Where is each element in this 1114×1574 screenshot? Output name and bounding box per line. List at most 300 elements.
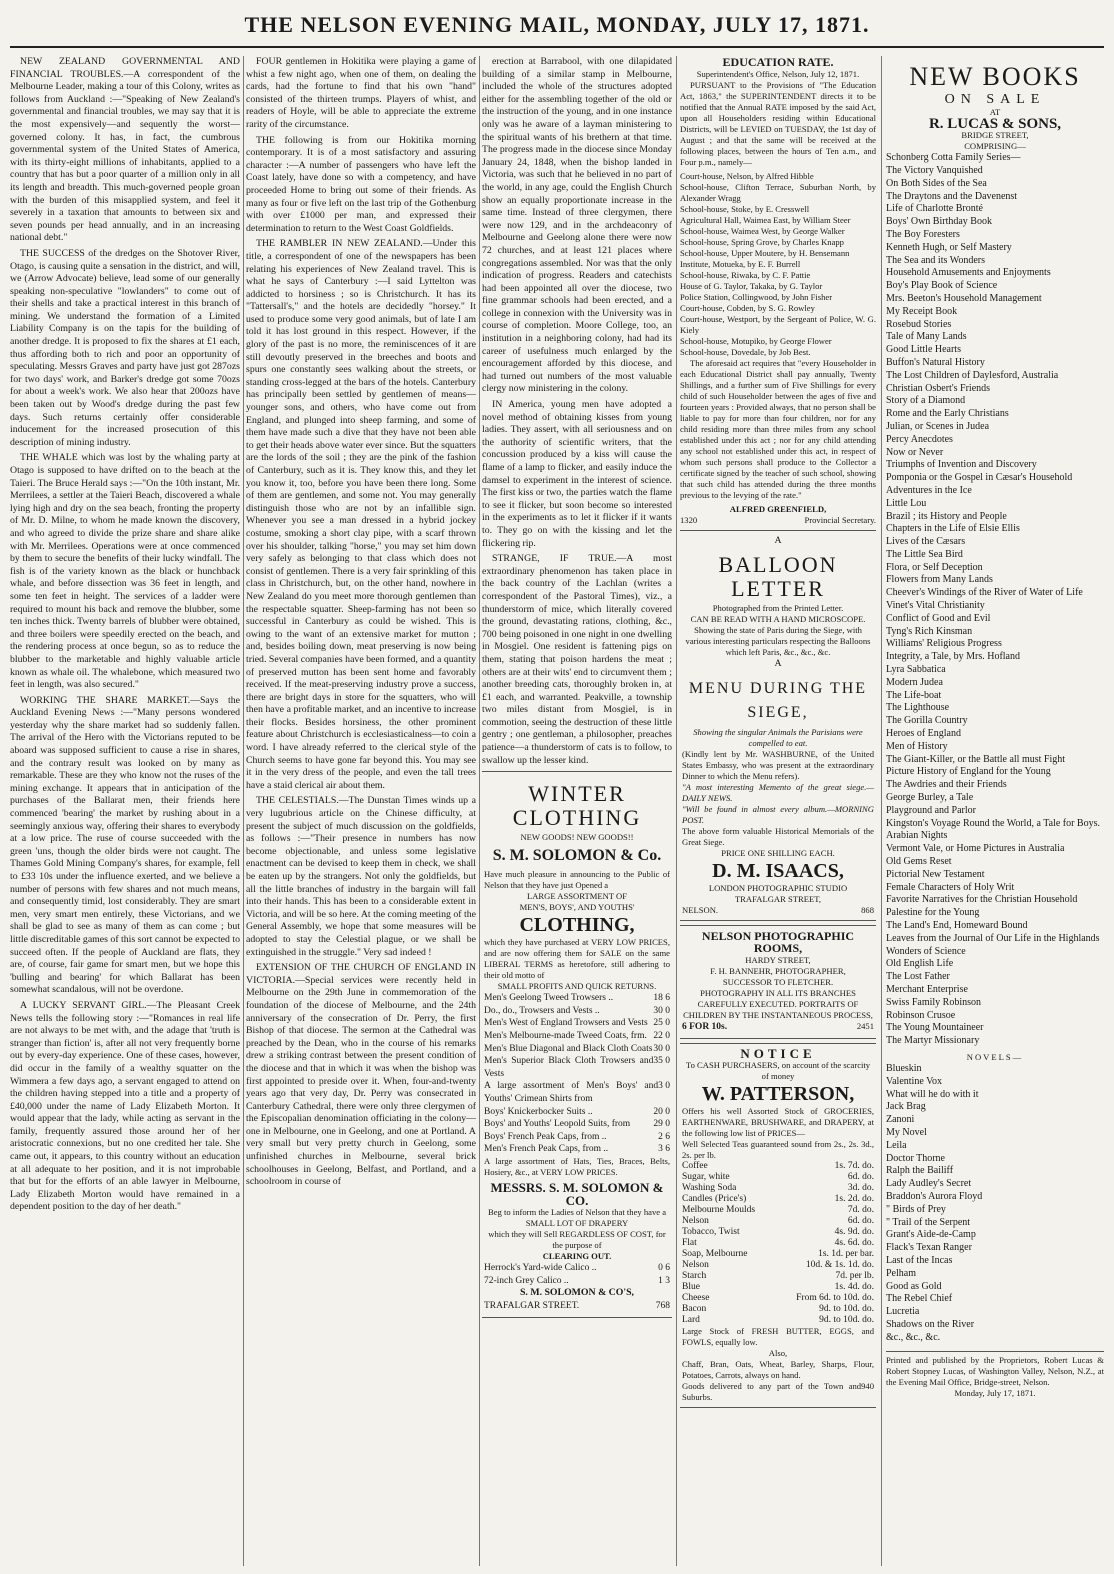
book-title: The Victory Vanquished [886,164,983,176]
ad-terms: which they have purchased at VERY LOW PRICES, and are now offering them for SALE on the same LIBERAL TERMS as heretofore, still adhering to their old motto of [484,937,670,981]
menu-lent: (Kindly lent by Mr. WASHBURNE, of the United States Embassy, who was present at the extraordinary Dinner to which the Menu refers). [682,748,874,781]
article-strange-if-true: STRANGE, IF TRUE.—A most extraordinary phenomenon has taken place in the back country of the Lachlan (writes a correspondent of the Pastoral Times), viz., a thunderstorm of mice, which literally covered the ground, devastating rations, clothing, &c., 700 being poisoned in one night in one dwelling in Mosgiel. One resident is fattening pigs on them, stating that poison hardens the meat ; others are at their wits' end to circumvent them ; another breeding cats, thoroughly broken in, at £1 each, and warranted. Peakville, a township two miles distant from Mosgiel, is in commotion, seeing the destruction of these little gentry ; one gentleman, a philosopher, preaches patience—a thunderstorm of cats is to follow, to swallow up the lesser kind. [482,553,672,766]
ad-item-price: 29 0 [653,1119,670,1130]
novel-title: Shadows on the River [886,1318,975,1330]
ad-item-price: 22 0 [653,1031,670,1042]
ad-item-name: A large assortment of Men's Boys' and Youths' Crimean Shirts from [484,1081,659,1104]
patterson-item-price: 7d. do. [847,1205,874,1216]
menu-quote-1: "A most interesting Memento of the great siege.—DAILY NEWS. [682,781,874,803]
patterson-price-row [682,1260,874,1271]
book-title: On Both Sides of the Sea [886,177,987,189]
patterson-price-row [682,1161,874,1172]
ad-item-name: Men's Melbourne-made Tweed Coats, frm. [484,1031,647,1042]
ad2-item: 72-inch Grey Calico .. [484,1275,569,1286]
ad-intro: Have much pleasure in announcing to the Public of Nelson that they have just Opened a [484,869,670,891]
patterson-offer: Offers his well Assorted Stock of GROCERIES, EARTHENWARE, BRUSHWARE, and DRAPERY, at the following low list of PRICES— [682,1106,874,1139]
book-title: Old English Life [886,958,954,970]
patterson-item-name: Cheese [682,1293,710,1304]
ad2-address [484,1300,670,1313]
novel-title: Blueskin [886,1062,922,1074]
patterson-price-row [682,1183,874,1194]
ad-price-row [484,1043,670,1056]
column-4 [680,56,876,1566]
column-divider [881,56,882,1566]
books-street: BRIDGE STREET, [961,130,1029,141]
book-title: Picture History of England for the Young [886,766,1051,778]
education-place: House of G. Taylor, Takaka, by G. Taylor [680,280,823,291]
novel-title: Leila [886,1139,907,1151]
novel-title: Flack's Texan Ranger [886,1242,972,1254]
article-governmental-troubles: NEW ZEALAND GOVERNMENTAL AND FINANCIAL TROUBLES.—A correspondent of the Melbourne Leader, making a tour of this Colony, writes as follows from Auckland :—"Speaking of New Zealand's governmental and financial troubles, we may say that it is the most expensively—and sequently the worst—governed colony. It has, in fact, the cumbrous governmental system of the United States of America, with its thirty-eight millions of inhabitants, applied to a country that has but a poor quarter of a million only in all its length and breadth. This much-governed people groan with the burden of this misapplied system, and feel it severely in a taxation that amounts to between six and seven pounds per head annually, and in an increasing national debt." [10,56,240,244]
book-title: My Receipt Book [886,305,958,317]
ad-price-row [484,1030,670,1043]
patterson-price-row [682,1216,874,1227]
article-share-market: WORKING THE SHARE MARKET.—Says the Auckland Evening News :—"Many persons wondered yesterday why the share market had so suddenly fallen. The arrival of the Hero with the Victorians reputed to be aboard was supposed sufficient to cause a rise in shares, and the contrary result was looked on by many as remarkable. These are they who know not the ruses of the mining exchange. It appears that in anticipation of the purchases of the Ballarat men, their friends here commenced 'bearing' the market by rushing about in a seemingly anxious way, offering their shares to everybody at a low price. The ruse of course succeeded with the green 'uns, though the older birds were not caught. The Thames Gold Mining Company's shares, for example, fell to £33 10s under the influence exerted, and we believe a number of persons with few shares and not much means, and consequently timid, lost considerably. They are smart men, very smart men entirely, these Victorians, and we shall be glad to see as many of them as can come ; but little discreditable games of this sort cannot be expected to succeed often. If the people of Auckland are flats, they are, of course, fair game for smart men, but we hope this 'bulling and bearing' for which Ballarat has been somewhat scandalous, will not be overdone. [10,694,240,996]
ad-item-name: Men's West of England Trowsers and Vests [484,1018,648,1029]
novel-title: Zanoni [886,1114,915,1126]
education-office: Superintendent's Office, Nelson, July 12, 1871. [696,68,860,79]
book-title: Christian Osbert's Friends [886,382,991,394]
column-divider [479,56,480,1566]
education-number: 1320 [680,514,698,525]
dmi-street: TRAFALGAR STREET, [734,893,822,904]
npr-number: 2451 [856,1020,874,1031]
book-title: Good Little Hearts [886,344,961,356]
ad2-lot: SMALL LOT OF DRAPERY [525,1218,629,1229]
book-title: Story of a Diamond [886,395,966,407]
ad2-price: 0 6 [658,1263,670,1274]
novel-title: &c., &c., &c. [886,1331,941,1343]
header-rule [10,46,1104,48]
book-title: Leaves from the Journal of Our Life in the Highlands [886,932,1100,944]
patterson-goods: Goods delivered to any part of the Town and Suburbs. [682,1381,862,1403]
ad2-price: 1 3 [658,1275,670,1286]
book-title: Old Gems Reset [886,856,952,868]
book-title: The Life-boat [886,689,942,701]
education-place: School-house, Upper Moutere, by H. Bensemann [680,247,850,258]
education-place: School-house, Spring Grove, by Charles Knapp [680,236,844,247]
patterson-item-price: 10d. & 1s. 1d. do. [805,1260,874,1271]
books-firm: R. LUCAS & SONS, [928,115,1062,132]
dmi-studio: LONDON PHOTOGRAPHIC STUDIO [708,882,848,893]
patterson-item-name: Tobacco, Twist [682,1227,740,1238]
ad-price-row [484,1005,670,1018]
column-divider [243,56,244,1566]
education-place: Institute, Motueka, by E. F. Burrell [680,258,801,269]
book-title: Vinet's Vital Christianity [886,600,985,612]
patterson-item-price: 3d. do. [847,1183,874,1194]
column-divider [676,56,677,1566]
novel-title: My Novel [886,1126,927,1138]
ad-title: WINTER CLOTHING [512,781,642,831]
balloon-photo: Photographed from the Printed Letter. [712,603,844,614]
book-title: Little Lou [886,497,927,509]
patterson-item-name: Starch [682,1271,707,1282]
book-title: The Lighthouse [886,702,950,714]
book-title: Tale of Many Lands [886,331,967,343]
book-title: Merchant Enterprise [886,983,968,995]
novel-title: Lucretia [886,1306,920,1318]
patterson-item-price: 1s. 1d. per bar. [818,1249,874,1260]
book-title: Mrs. Beeton's Household Management [886,292,1042,304]
education-place: Court-house, Nelson, by Alfred Hibble [680,170,814,181]
book-title: Adventures in the Ice [886,484,972,496]
novel-title: Lady Audley's Secret [886,1178,972,1190]
education-place: School-house, Clifton Terrace, Suburban North, by Alexander Wragg [680,181,876,203]
column-5 [886,56,1104,1566]
patterson-price-row [682,1205,874,1216]
ad-price-row [484,992,670,1005]
ad2-sell: which they will Sell REGARDLESS OF COST, for the purpose of [488,1229,666,1251]
article-whist: FOUR gentlemen in Hokitika were playing a game of whist a few night ago, when one of them, on dealing the cards, had the fortune to find that his own "hand" consisted of the thirteen trumps. Players of whist, and readers of Hoyle, will be able to appreciate the extreme rarity of the circumstance. [246,56,476,130]
patterson-item-name: Lard [682,1315,700,1326]
book-title: The Lost Children of Daylesford, Australia [886,369,1059,381]
ad-item-price: 20 0 [653,1106,670,1117]
book-title: Pictorial New Testament [886,868,985,880]
book-title: Wonders of Science [886,945,966,957]
ad-kinds: MEN'S, BOYS', AND YOUTHS' [519,902,635,913]
dmi-name: D. M. ISAACS, [712,859,844,882]
patterson-item-name: Bacon [682,1304,707,1315]
ad-motto: SMALL PROFITS AND QUICK RETURNS. [497,981,657,992]
patterson-footer [682,1381,874,1403]
novel-list [886,1063,1104,1345]
ad2-clear: CLEARING OUT. [542,1251,612,1262]
ad-tagline: NEW GOODS! NEW GOODS!! [520,832,634,843]
education-place: Agricultural Hall, Waimea East, by William Steer [680,214,851,225]
dmi-city: NELSON. [682,904,719,915]
ad-item-price: 2 6 [658,1131,670,1142]
patterson-item-price: 9d. to 10d. do. [819,1304,874,1315]
menu-a: A [774,658,782,670]
patterson-teas: Well Selected Teas guaranteed sound from 2s., 2s. 3d., 2s. per lb. [682,1139,874,1161]
menu-price: PRICE ONE SHILLING EACH. [721,847,835,858]
ad-large: LARGE ASSORTMENT OF [526,891,628,902]
article-rambler: THE RAMBLER IN NEW ZEALAND.—Under this title, a correspondent of one of the newspapers has been relating his experiences of New Zealand travel. This is what he says of Canterbury :—I said Lyttelton was addicted to horsiness ; so is Christchurch. It has its "Tattersall's," and the hotels are decidedly "horsey." It used to produce some very good animals, but of late I am told it has lost ground in this respect. However, if the glory of the past is no more, the reminiscences of it are still devoutly preserved in the breeches and boots and spurs one constantly sees walking about the streets, or standing cross-legged at the bars of the hotels. Canterbury has principally been settled by gentlemen of means—younger sons, and others, who have come out from England, and plunged into sheep farming, and some of them have made such a dive that they have not been able to get their heads above water ever since. But the squatters are the lords of the soil ; they are the pink of the fashion of Canterbury, such as it is. They know this, and they let you know it, too, before you have been there long. Some of them are gentlemen, and some not. You may generally distinguish those who are not by an infallible sign. Whenever you see a man dressed in a hybrid jockey costume, smoking a short clay pipe, with a scarf thrown over his shoulder, talking "horse," you may set him down very safely as belonging to that class which does not consist of gentlemen. There is a very fair sprinkling of this class in Christchurch, but, on the other hand, nowhere in New Zealand do you meet more thorough gentlemen than the respectable squatter. Sheep-farming has not been so successful in Canterbury as could be wished. This is owing to the want of an extensive market for mutton ; and, besides boiling down, meat preserving is now being tried. Several companies have been formed, and a quantity of preserved mutton has been sent home and favorably received. If the meat-preserving industry prove a success, there are bright days in store for the squatters, who will then have a profitable market, and an incentive to increase their flocks. Besides horsiness, the other prominent feature about Christchurch is ecclesiasticalness—to coin a word. I have already referred to the clerical style of the Church seems to have gone far beyond this. You may see it in the very dress of the people, and even the tall trees have a staid clerical air about them. [246,238,476,791]
npr-successor: SUCCESSOR TO FLETCHER. [722,976,834,987]
patterson-item-price: 1s. 7d. do. [834,1161,874,1172]
ad-firm: S. M. SOLOMON & Co. [492,847,662,865]
education-place: School-house, Waimea West, by George Walker [680,225,845,236]
education-sign: ALFRED GREENFIELD, [729,503,827,514]
book-title: Flowers from Many Lands [886,574,993,586]
ad-item-price: 35 0 [653,1056,670,1067]
article-shotover-dredges: THE SUCCESS of the dredges on the Shotover River, Otago, is causing quite a sensation in the district, and will, we (Arrow Advocate) believe, lead some of our generally speaking non-speculative "lowlanders" to come out of their shells and take a practical interest in this branch of mining. We understand the formation of a Limited Liability Company is on the tapis for the building of another dredge. It is proposed to fix the shares at £1 each, thus affording both to rich and poor an opportunity of speculating. Messrs Graves and party have just got 287ozs for two days' work, and Barker's dredge got some 70ozs for about a week's work. We also hear that 200ozs have been taken out by Wood's dredge during the past few days. Such returns certainly offer considerable inducement for the increased prosecution of this description of mining industry. [10,247,240,448]
notice-title: NOTICE [740,1045,816,1061]
article-church-continued: erection at Barrabool, with one dilapidated building of a similar stamp in Melbourne, included the whole of the structures adopted either for the assembling together of the old or the instruction of the young, and in one instance only was he aware of a layman ministering to the spiritual wants of his brethern at that time. The progress made in the diocese since Monday January 24, 1848, when the bishop landed in Victoria, was such that he believed in no part of the world, in any age, could the English Church show an equally proportionate increase in the same time. Instead of three clergymen, there were now 129, and in the archdeaconry of Melbourne and Geelong alone there were now 72 churches, and at least 121 places where congregations assembled. Nor was that the only indication of progress. Readers and catechists had been appointed all over the diocese, two fine grammar schools had been erected, and a college in connexion with the University was in course of completion. Moore College, too, an institution in a neighboring colony, had had its career of usefulness much enlarged by the encouragement afforded by this diocese, and had turned out numbers of the most valuable clergy now ministering in the colony. [482,56,672,395]
book-title: Swiss Family Robinson [886,996,982,1008]
book-title: Favorite Narratives for the Christian Household [886,894,1078,906]
patterson-price-row [682,1194,874,1205]
patterson-item-price: From 6d. to 10d. do. [796,1293,874,1304]
menu-sub: Showing the singular Animals the Parisians were compelled to eat. [693,726,863,748]
ad-nelson-photographic [680,925,876,1039]
book-title: Triumphs of Invention and Discovery [886,459,1037,471]
book-title: Palestine for the Young [886,907,980,919]
ad2-beg: Beg to inform the Ladies of Nelson that they have a [487,1207,667,1218]
novel-title: What will he do with it [886,1088,979,1100]
patterson-item-name: Nelson [682,1260,709,1271]
education-footer [680,515,876,526]
patterson-item-price: 1s. 4d. do. [834,1282,874,1293]
ad-item-name: Men's French Peak Caps, from .. [484,1144,609,1155]
book-title: Men of History [886,740,948,752]
book-title: Integrity, a Tale, by Mrs. Hofland [886,651,1020,663]
article-whale: THE WHALE which was lost by the whaling party at Otago is supposed to have drifted on to the beach at the Taieri. The Bruce Herald says :—"On the 10th instant, Mr. Merrilees, a settler at the Taieri Beach, discovered a whale lying high and dry on the sea beach, fronting the property of Mr. D. Milne, to whom he made known the discovery, and who agreed to divide the prize share and share alike with Mr. Merrilees. Operations were at once commenced by them to secure the benefits of their lucky windfall. The fish is of the variety known as the black or hunchback whale, and before dissection was 36 feet in length, and some ten feet in height. The services of a ladder were required to mount his back and remove the blubber, some ten inches thick. Twenty barrels of blubber were obtained, and three boilers were speedily erected on the beach, and the rendering process at once begun, so as to reduce the blubber to the marketable and highly valuable article known as whale oil. The whalebone, which measured two feet in length, was also secured." [10,452,240,691]
education-note: The aforesaid act requires that "every Householder in each Educational District shall pay annually, Twenty Shillings, and a further sum of Five Shillings for every child of such Householder between the ages of five and fourteen years : Provided always, that no person shall be liable to pay for more than four children, nor for any child residing more than three miles from any school established under this act ; nor for any child attending any school not established under this act, in respect of whom such persons shall produce to the Collector a certificate signed by the teacher of such school, showing that such child has attended during the three months previous to the levying of the rate." [680,357,876,500]
ad-price-row [484,1118,670,1131]
ad-item-price: 30 0 [653,1043,670,1054]
novel-title: The Rebel Chief [886,1293,953,1305]
article-lucky-servant: A LUCKY SERVANT GIRL.—The Pleasant Creek News tells the following story :—"Romances in real life are not always to be met with, and the adage that 'truth is stranger than fiction' is, after all not very frequently borne out by every-day experience. One of these cases, however, did occur in the family of a wealthy squatter on the Wimmera a few days ago, a servant engaged to attend on the children having stepped into a title and a property of £40,000 under the name of Lady Elizabeth Morton. It would appear that the lady, while acting as servant in the family, frequently assured those around her of her aristocratic connexions, but no one credited her tale. She came out, it appears, to this country without an education at all adequate to her position, and it is not improbable that but for the efforts of an able lawyer in Melbourne, Lady Elizabeth Morton would have remained in a dependent position to the day of her death." [10,999,240,1213]
book-title: Rosebud Stories [886,318,952,330]
ad-item-price: 18 6 [653,993,670,1004]
ad-item-name: Boys' French Peak Caps, from .. [484,1131,607,1142]
ad2-row [484,1262,670,1275]
imprint-date: Monday, July 17, 1871. [954,1387,1036,1398]
book-title: Chapters in the Life of Elsie Ellis [886,523,1020,535]
book-title: Buffon's Natural History [886,356,985,368]
ad-item-name: Men's Superior Black Cloth Trowsers and Vests [484,1056,654,1079]
balloon-show: Showing the state of Paris during the Siege, with various interesting particulars respecting the Balloons which left Paris, &c., &c., &c. [685,625,871,658]
novel-title: Pelham [886,1267,916,1279]
book-title: Life of Charlotte Bronté [886,203,983,215]
newspaper-title: THE NELSON EVENING MAIL, MONDAY, JULY 17, 1871. [244,12,870,37]
balloon-title: BALLOON LETTER [718,552,838,602]
book-title: Lives of the Cæsars [886,536,966,548]
patterson-item-price: 4s. 6d. do. [834,1238,874,1249]
npr-footer [682,1021,874,1034]
books-subtitle: ON SALE [944,92,1046,107]
article-celestials: THE CELESTIALS.—The Dunstan Times winds up a very lugubrious article on the Chinese difficulty, at present the subject of much discussion on the goldfields, as follows :—"Their presence in numbers has now become objectionable, and unless some legislative enactment can be devised to keep them in check, we shall be eaten up by the strangers. Not only the goldfields, but all the little branches of industry in the bargain will fall into their hands. This has been to a considerable extent in Victoria, and will be so here. At the coming meeting of the General Assembly, we hope that some measures will be adopted to stay the Celestial plague, or we shall be extinguished in the struggle." Very sad indeed ! [246,795,476,958]
education-place: Court-house, Westport, by the Sergeant of Police, W. G. Kiely [680,313,876,335]
book-title: Williams' Religious Progress [886,638,1002,650]
ad-item-name: Men's Blue Diagonal and Black Cloth Coats [484,1043,653,1054]
ad-item-name: Men's Geelong Tweed Trowsers .. [484,993,614,1004]
patterson-chaff: Chaff, Bran, Oats, Wheat, Barley, Sharps, Flour, Potatoes, Carrots, always on hand. [682,1359,874,1381]
books-title: NEW BOOKS [909,62,1081,91]
ad-price-row [484,1131,670,1144]
patterson-item-name: Melbourne Moulds [682,1205,756,1216]
book-title: Now or Never [886,446,944,458]
education-place: School-house, Riwaka, by C. F. Pattie [680,269,811,280]
patterson-item-price: 7d. per lb. [835,1271,874,1282]
ad-extra: A large assortment of Hats, Ties, Braces, Belts, Hosiery, &c., at VERY LOW PRICES. [484,1155,670,1177]
book-title: The Young Mountaineer [886,1022,984,1034]
masthead [0,0,1114,46]
patterson-price-row [682,1282,874,1293]
patterson-price-list [682,1161,874,1326]
ad-balloon-letter [680,530,876,921]
npr-street: HARDY STREET, [745,954,811,965]
education-place: School-house, Motupiko, by George Flower [680,335,832,346]
article-church-extension: EXTENSION OF THE CHURCH OF ENGLAND IN VICTORIA.—Special services were recently held in Melbourne on the 29th June in commemoration of the foundation of the diocese of Melbourne, and the 24th anniversary of the consecration of Dr. Perry, the first Bishop of that diocese. The sermon at the Cathedral was preached by the Dean, who in the course of his remarks drew a striking contrast between the present condition of the diocese and that in which it was when the bishop was first appointed to preside over it. When, four-and-twenty years ago that very day, Dr. Perry was consecrated in Canterbury Cathedral, there were only three clergymen of the Episcopalian denomination officiating in the colony—one in Melbourne, one in Geelong, and one at Portland. A very small but very pretty church in Geelong, some unfinished churches in Melbourne, several brick schoolhouses in Geelong, Belfast, and Portland, and a schoolroom in course of [246,962,476,1188]
patterson-price-row [682,1293,874,1304]
novel-title: " Trail of the Serpent [886,1216,971,1228]
patterson-stock: Large Stock of FRESH BUTTER, EGGS, and FOWLS, equally low. [682,1326,874,1348]
article-kisses: IN America, young men have adopted a novel method of obtaining kisses from young ladies. They assert, with all seriousness and on the authority of scientific writers, that the concussion produced by a kiss will cause the flame of a lamp to flicker, and easily induce the damsel to experiment in the interest of science. The first kiss or two, the parties watch the flame to see it flicker, but soon become so interested in the experiments as to let it flicker if it wants to. They go on with the kissing and let the flickering rip. [482,399,672,549]
book-title: Tyng's Rich Kinsman [886,625,973,637]
ad2-fn: S. M. SOLOMON & CO'S, [519,1287,635,1299]
ad-price-list [484,992,670,1156]
imprint-text: Printed and published by the Proprietors, Robert Lucas & Robert Stopney Lucas, of Washington Valley, Nelson, N.Z., at the Evening Mail Office, Bridge-street, Nelson. [886,1354,1104,1387]
notice-to: To CASH PURCHASERS, on account of the scarcity of money [685,1060,871,1082]
book-title: Kingston's Voyage Round the World, a Tale for Boys. [886,817,1100,829]
book-title: Cheever's Windings of the River of Water of Life [886,587,1083,599]
npr-body: PHOTOGRAPHY IN ALL ITS BRANCHES CAREFULLY EXECUTED. PORTRAITS OF CHILDREN BY THE INSTANTANEOUS PROCESS, [683,987,873,1020]
book-title: Lyra Sabbatica [886,664,946,676]
npr-price: 6 FOR 10s. [682,1021,728,1032]
book-title: The Sea and its Wonders [886,254,985,266]
book-title: Arabian Nights [886,830,948,842]
book-title: Robinson Crusoe [886,1009,956,1021]
patterson-item-name: Candles (Price's) [682,1194,747,1205]
education-rate-title: EDUCATION RATE. [722,56,834,69]
patterson-item-name: Soap, Melbourne [682,1249,748,1260]
book-title: Conflict of Good and Evil [886,612,991,624]
book-title: The Draytons and the Davenenst [886,190,1018,202]
book-title: The Lost Father [886,971,950,983]
education-place: School-house, Dovedale, by Job Best. [680,346,811,357]
balloon-a: A [774,534,782,546]
book-title: Julian, or Scenes in Judea [886,420,990,432]
novel-title: Ralph the Bailiff [886,1165,954,1177]
book-title: The Awdries and their Friends [886,779,1007,791]
novel-title: Jack Brag [886,1101,926,1113]
book-title: Pomponia or the Gospel in Cæsar's Household [886,472,1073,484]
patterson-also: Also, [768,1348,788,1359]
npr-title: NELSON PHOTOGRAPHIC ROOMS, [701,928,855,956]
education-places [680,171,876,358]
book-title: Household Amusements and Enjoyments [886,267,1051,279]
column-1 [10,56,240,1566]
ad2-item: Herrock's Yard-wide Calico .. [484,1263,597,1274]
npr-name: F. H. BANNEHR, PHOTOGRAPHER, [710,965,846,976]
book-title: Rome and the Early Christians [886,408,1009,420]
education-place: Police Station, Collingwood, by John Fisher [680,291,833,302]
education-place: Court-house, Cobden, by S. G. Rowley [680,302,815,313]
book-title: Vermont Vale, or Home Pictures in Australia [886,843,1065,855]
ad-winter-clothing [482,771,672,1317]
menu-quote-2: "Will be found in almost every album.—MORNING POST. [682,803,874,825]
ad-item-name: Boys' and Youths' Leopold Suits, from [484,1119,631,1130]
novel-title: Grant's Aide-de-Camp [886,1229,976,1241]
book-title: Boy's Play Book of Science [886,280,998,292]
imprint [886,1351,1104,1399]
patterson-item-price: 6d. do. [847,1172,874,1183]
book-title: Schonberg Cotta Family Series— [886,152,1021,164]
patterson-item-price: 1s. 2d. do. [834,1194,874,1205]
book-title: Brazil ; its History and People [886,510,1007,522]
book-title: George Burley, a Tale [886,792,974,804]
ad2-firm: MESSRS. S. M. SOLOMON & CO. [490,1179,664,1208]
book-title: The Giant-Killer, or the Battle all must Fight [886,753,1066,765]
ad-price-row [484,1106,670,1119]
book-title: Modern Judea [886,676,943,688]
book-title: Flora, or Self Deception [886,561,983,573]
patterson-item-name: Washing Soda [682,1183,737,1194]
patterson-item-name: Nelson [682,1216,709,1227]
book-title: Heroes of England [886,728,961,740]
novel-title: " Birds of Prey [886,1203,946,1215]
education-sign-title: Provincial Secretary. [804,514,876,525]
ad2-row [484,1275,670,1288]
patterson-item-name: Sugar, white [682,1172,730,1183]
ad2-number: 768 [655,1300,670,1311]
ad-clothing: CLOTHING, [519,914,635,937]
patterson-item-price: 9d. to 10d. do. [819,1315,874,1326]
novel-title: Valentine Vox [886,1075,943,1087]
book-title: Female Characters of Holy Writ [886,881,1015,893]
patterson-price-row [682,1249,874,1260]
patterson-price-row [682,1227,874,1238]
patterson-price-row [682,1304,874,1315]
books-comprising: COMPRISING— [964,141,1026,152]
book-title: Boys' Own Birthday Book [886,216,992,228]
patterson-item-name: Flat [682,1238,697,1249]
patterson-number: 940 [861,1381,874,1392]
ad-item-name: Do., do., Trowsers and Vests .. [484,1005,600,1016]
book-title: The Boy Foresters [886,228,960,240]
education-body: PURSUANT to the Provisions of "The Education Act, 1863," the SUPERINTENDENT directs it to be notified that the Annual RATE imposed by the said Act, upon all Householders residing within Educational Districts, will be LEVIED on TUESDAY, the 1st day of August ; and that the same will be received at the following places, between the hours of Ten a.m., and Four p.m., namely— [680,79,876,167]
dmi-number: 868 [861,904,874,915]
book-title: The Martyr Missionary [886,1035,980,1047]
patterson-item-name: Coffee [682,1161,708,1172]
book-title: The Gorilla Country [886,715,968,727]
ad-price-row [484,1017,670,1030]
novel-title: Last of the Incas [886,1254,953,1266]
patterson-price-row [682,1271,874,1282]
balloon-read: CAN BE READ WITH A HAND MICROSCOPE. [690,614,866,625]
ad-item-price: 30 0 [653,1005,670,1016]
patterson-price-row [682,1172,874,1183]
book-title: The Land's End, Homeward Bound [886,920,1028,931]
dmi-footer [682,905,874,916]
column-3 [482,56,672,1566]
article-hokitika: THE following is from our Hokitika morning contemporary. It is of a most satisfactory and assuring character :—A number of passengers who have left the Coast lately, have done so with a competency, and have proceeded Home to bring out some of their friends. As many as four or five left on the last trip of the Gothenburg with over £1000 per man, and expressed their determination to return to the West Coast Goldfields. [246,134,476,234]
novels-heading: NOVELS— [966,1051,1024,1062]
novel-title: Good as Gold [886,1280,942,1292]
patterson-price-row [682,1238,874,1249]
novel-title: Braddon's Aurora Floyd [886,1190,983,1202]
book-title: Percy Anecdotes [886,433,953,445]
patterson-name: W. PATTERSON, [701,1083,855,1106]
book-list [886,152,1104,1048]
menu-above: The above form valuable Historical Memorials of the Great Siege. [682,825,874,847]
ad-item-price: 3 6 [658,1144,670,1155]
menu-title: MENU DURING THE SIEGE, [688,679,868,721]
book-title: Kenneth Hugh, or Self Mastery [886,241,1012,253]
patterson-item-name: Blue [682,1282,700,1293]
books-at: AT [989,106,1001,117]
education-place: School-house, Stoke, by E. Cresswell [680,203,810,214]
ad-item-price: 3 0 [658,1081,670,1092]
column-2 [246,56,476,1566]
ad2-street: TRAFALGAR STREET. [484,1300,580,1311]
patterson-item-price: 6d. do. [847,1216,874,1227]
ad-price-row [484,1143,670,1156]
ad-price-row [484,1055,670,1080]
patterson-item-price: 4s. 9d. do. [834,1227,874,1238]
ad-patterson [680,1043,876,1409]
book-title: Playground and Parlor [886,804,976,816]
book-title: The Little Sea Bird [886,548,963,560]
ad-item-name: Boys' Knickerbocker Suits .. [484,1106,593,1117]
novel-title: Doctor Thorne [886,1152,945,1164]
patterson-price-row [682,1315,874,1326]
ad-item-price: 25 0 [653,1018,670,1029]
ad-price-row [484,1080,670,1105]
